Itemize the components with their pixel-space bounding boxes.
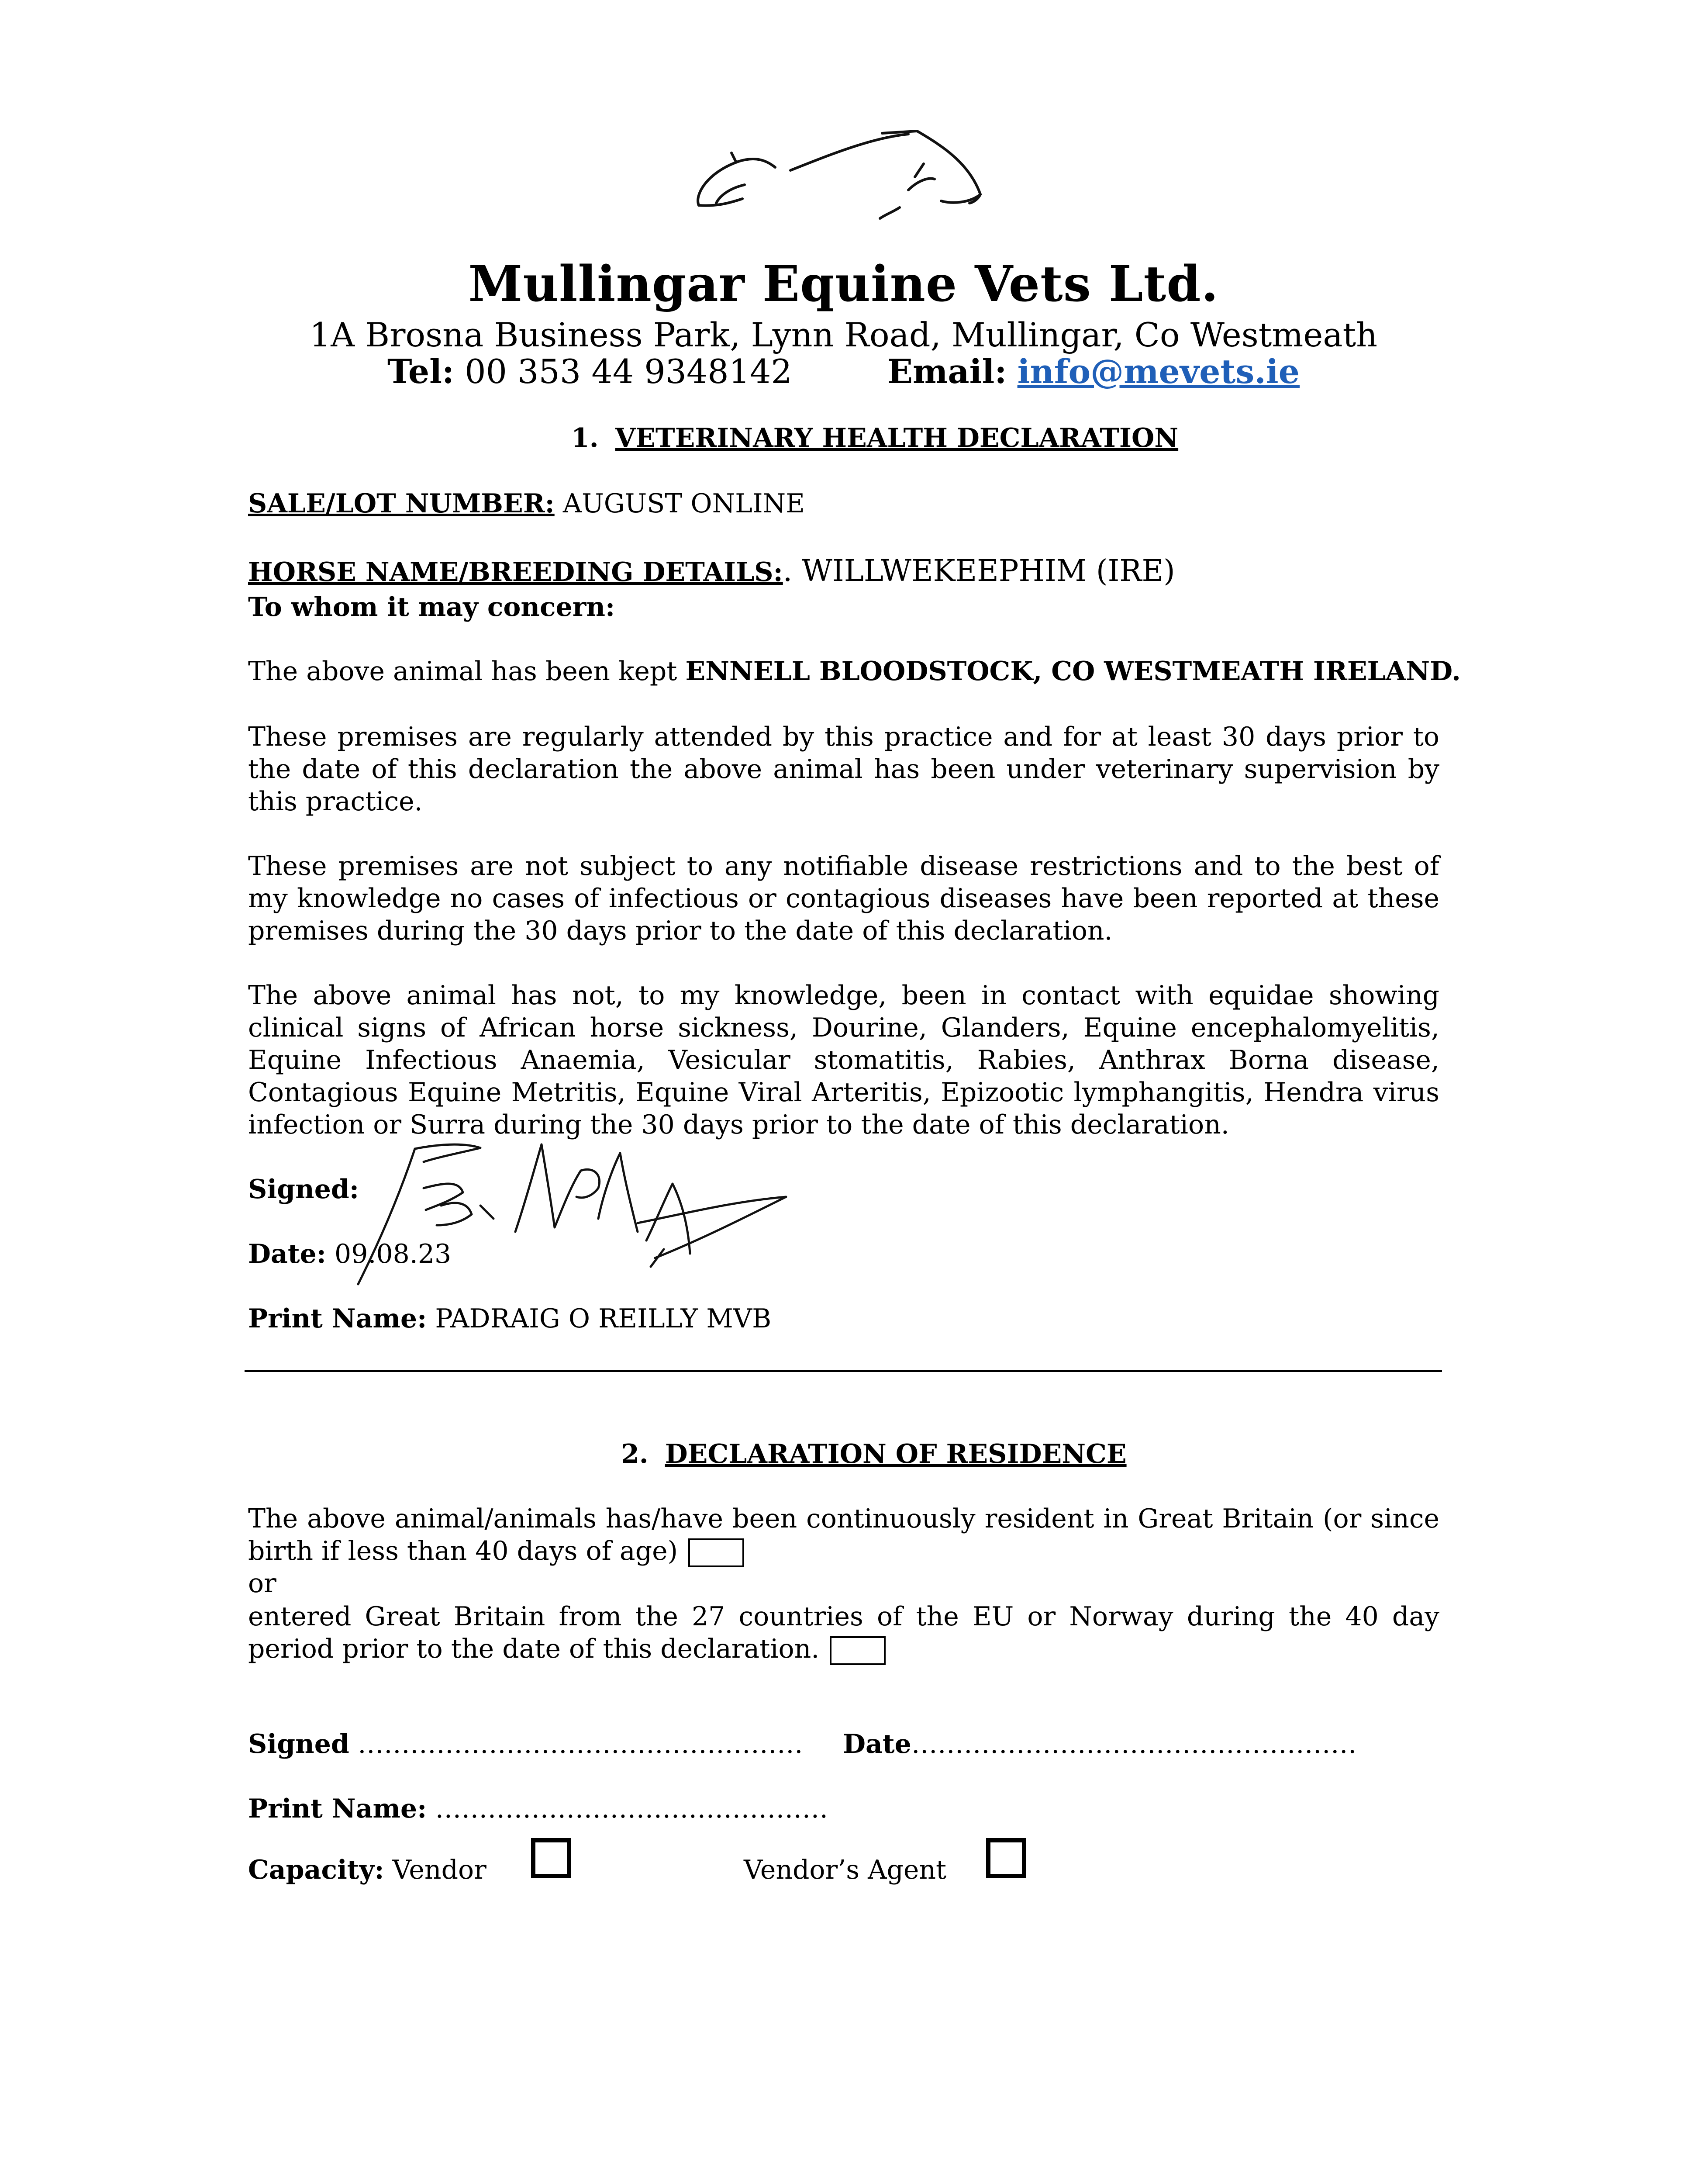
date-field-line [843, 1729, 1357, 1759]
horse-name-label: HORSE NAME/BREEDING DETAILS: [248, 557, 783, 587]
contact-line [0, 352, 1687, 391]
vendors-agent-label: Vendor’s Agent [744, 1855, 947, 1885]
capacity-label: Capacity: [248, 1855, 384, 1885]
horse-logo [690, 129, 987, 229]
email-label: Email: [887, 352, 1007, 391]
email-link[interactable]: info@mevets.ie [1017, 352, 1300, 391]
print-field-dots[interactable]: ……………………………………… [435, 1794, 828, 1824]
print-name-line [248, 1303, 771, 1334]
vendor-label: Vendor [392, 1855, 486, 1885]
kept-place: ENNELL BLOODSTOCK, CO WESTMEATH IRELAND. [685, 656, 1461, 687]
signed-field-label: Signed [248, 1729, 349, 1759]
section1-heading [571, 423, 1178, 453]
para-contact: The above animal has not, to my knowledge, been in contact with equidae showing clinical signs of African horse sickness, Dourine, Glanders, Equine encephalomyelitis, Equine Infectious Anaemia, Vesicular stomatitis, Rabies, Anthrax Borna disease, Contagious Equine Metritis, Equine Viral Arteritis, Epizootic lymphangitis, Hendra virus infection or Surra during the 30 days prior to the date of this declaration. [248, 980, 1439, 1140]
vendor-checkbox[interactable] [531, 1838, 571, 1878]
signed-field-dots[interactable]: …………………………………………… [357, 1729, 803, 1759]
section2-heading [621, 1439, 1127, 1469]
company-name: Mullingar Equine Vets Ltd. [468, 256, 1219, 313]
section1-number: 1. [571, 423, 599, 453]
sale-lot-label: SALE/LOT NUMBER: [248, 488, 555, 519]
company-address: 1A Brosna Business Park, Lynn Road, Mullingar, Co Westmeath [309, 315, 1378, 354]
entered-checkbox[interactable] [830, 1636, 886, 1665]
tel-label: Tel: [387, 352, 455, 391]
sale-lot-line [248, 488, 805, 519]
section-divider [245, 1370, 1442, 1372]
section1-title: VETERINARY HEALTH DECLARATION [615, 423, 1179, 453]
para-entered-text: entered Great Britain from the 27 countries of the EU or Norway during the 40 day period prior to the date of this declaration. [248, 1601, 1439, 1664]
signed-label: Signed: [248, 1174, 359, 1205]
or-text: or [248, 1568, 276, 1599]
kept-text: The above animal has been kept [248, 656, 677, 687]
horse-name-value: . WILLWEKEEPHIM (IRE) [783, 554, 1175, 588]
print-field-line [248, 1794, 828, 1824]
print-name-value: PADRAIG O REILLY MVB [435, 1303, 772, 1334]
date-field-label: Date [843, 1729, 911, 1759]
print-name-label: Print Name: [248, 1303, 427, 1334]
date-label: Date: [248, 1239, 326, 1269]
resident-checkbox[interactable] [688, 1538, 744, 1567]
para-resident [248, 1503, 1439, 1567]
kept-line [248, 656, 1461, 687]
capacity-line [248, 1855, 486, 1885]
section2-title: DECLARATION OF RESIDENCE [665, 1439, 1127, 1469]
para-attended: These premises are regularly attended by this practice and for at least 30 days prior to the date of this declaration the above animal has been under veterinary supervision by this practice. [248, 722, 1439, 817]
para-entered [248, 1600, 1439, 1665]
signed-field-line [248, 1729, 803, 1759]
date-value: 09.08.23 [335, 1239, 452, 1269]
tel-value: 00 353 44 9348142 [465, 352, 792, 391]
sale-lot-value: AUGUST ONLINE [562, 488, 805, 519]
date-field-dots[interactable]: …………………………………………… [911, 1729, 1357, 1759]
signature-image [349, 1136, 808, 1293]
section2-number: 2. [621, 1439, 649, 1469]
horse-name-line [248, 554, 1175, 588]
to-whom-line: To whom it may concern: [248, 592, 615, 622]
para-resident-text: The above animal/animals has/have been continuously resident in Great Britain (or since birth if less than 40 days of age) [248, 1503, 1439, 1566]
para-restrictions: These premises are not subject to any notifiable disease restrictions and to the best of my knowledge no cases of infectious or contagious diseases have been reported at these premises during the 30 days prior to the date of this declaration. [248, 851, 1439, 946]
print-field-label: Print Name: [248, 1794, 427, 1824]
vendors-agent-checkbox[interactable] [986, 1838, 1026, 1878]
